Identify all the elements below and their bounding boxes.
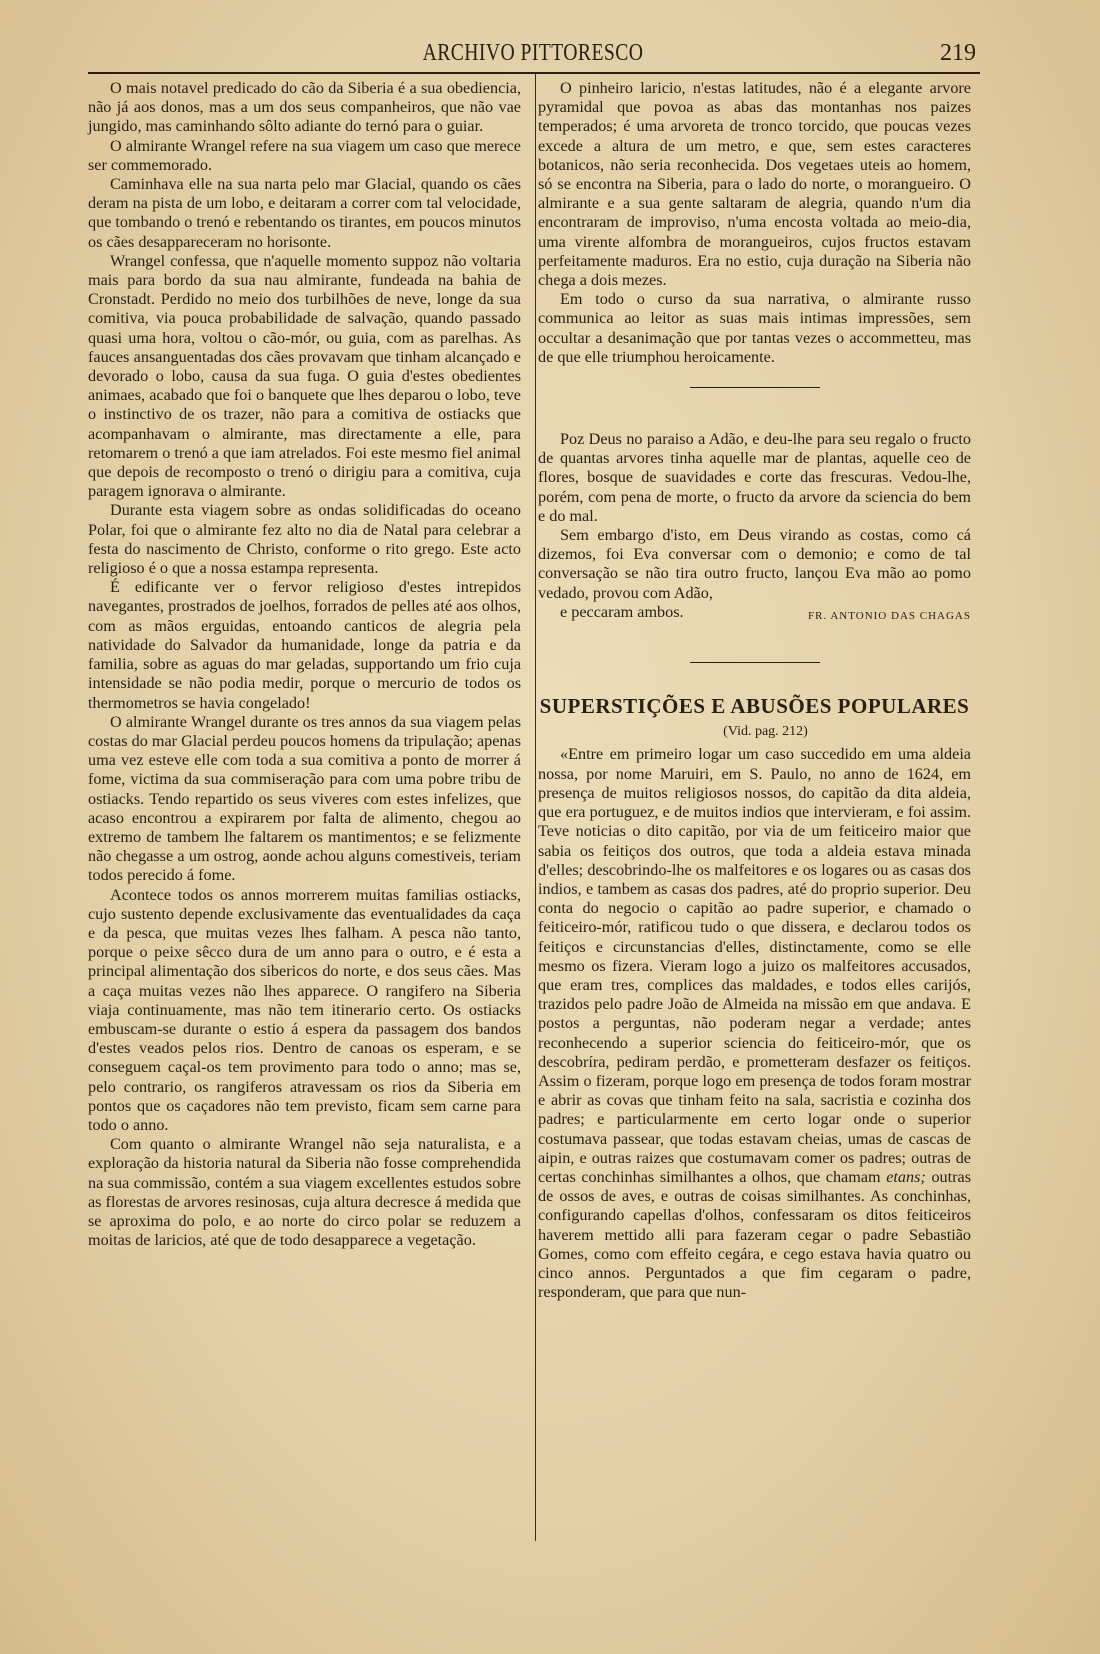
paragraph: O pinheiro laricio, n'estas latitudes, não é a elegante arvore pyramidal que povoa as abas das montanhas nos paizes temperados; é uma arvoreta de tronco torcido, que poucas vezes excede a altura de um metro, e que, sem estes caracteres botanicos, não seria reconhecida. Dos vegetaes uteis ao homem, só se encontra na Siberia, para o lado do norte, o morangueiro. O almirante e a sua gente saltaram de alegria, quando n'um dia encontraram de improviso, n'uma encosta voltada ao meio-dia, uma virente alfombra de morangueiros, cujos fructos estavam perfeitamente maduros. Era no estio, cuja duração na Siberia não chega a dois mezes.: [538, 79, 971, 290]
running-header: [88, 38, 978, 68]
section-reference: (Vid. pag. 212): [723, 724, 808, 740]
paragraph: É edificante ver o fervor religioso d'estes intrepidos navegantes, prostrados de joelhos, forrados de pelles até aos olhos, com as mãos erguidas, entoando canticos de alegria pela natividade do Salvador da humanidade, longe da patria e da familia, sobre as aguas do mar geladas, supportando um frio cuja intensidade se não podia medir, porque o mercurio de todos os thermometros se havia congelado!: [88, 578, 521, 712]
paragraph: Caminhava elle na sua narta pelo mar Glacial, quando os cães deram na pista de um lobo, e deitaram a correr com tal velocidade, que tombando o trenó e rebentando os tirantes, em poucos minutos os cães desappareceram no horisonte.: [88, 175, 521, 251]
paragraph: Com quanto o almirante Wrangel não seja naturalista, e a exploração da historia natural da Siberia não fosse comprehendida na sua commissão, contém a sua viagem excellentes estudos sobre as florestas de arvores resinosas, cuja altura decresce á medida que se aproxima do polo, e ao norte do circo polar se reduzem a moitas de laricios, até que de todo desapparece a vegetação.: [88, 1135, 521, 1250]
journal-title: ARCHIVO PITTORESCO: [422, 40, 644, 66]
paragraph: Wrangel confessa, que n'aquelle momento suppoz não voltaria mais para bordo da sua nau almirante, fundeada na bahia de Cronstadt. Perdido no meio dos turbilhões de neve, longe da sua comitiva, via pouca probabilidade de salvação, quando passado quasi uma hora, voltou o cão-mór, ou guia, com as parelhas. As fauces ansanguentadas dos cães provavam que tinham alcançado e devorado o lobo, causa da sua fuga. O guia d'estes obedientes animaes, acabado que foi o banquete que lhes deparou o lobo, teve o instinctivo de os trazer, não para a comitiva de ostiacks que acompanhavam o almirante, mas directamente a elle, para retomarem o trenó a que iam atrelados. Foi este mesmo fiel animal que depois de recomposto o trenó o dirigiu para a comitiva, cuja paragem ignorava o almirante.: [88, 251, 521, 501]
paragraph: Durante esta viagem sobre as ondas solidificadas do oceano Polar, foi que o almirante fez alto no dia de Natal para celebrar a festa do nascimento de Christo, conforme o rito grego. Este acto religioso é o que a nossa estampa representa.: [88, 501, 521, 578]
paragraph: Acontece todos os annos morrerem muitas familias ostiacks, cujo sustento depende exclusivamente das eventualidades da caça e da pesca, que muitas vezes lhes falham. A pesca não tanto, porque o peixe sêcco dura de um anno para o outro, e é esta a principal alimentação dos sibericos do norte, e dos seus cães. Mas a caça muitas vezes não lhes apparece. O rangifero na Siberia viaja continuamente, mas não tem itinerario certo. Os ostiacks embuscam-se durante o estio á espera da passagem dos bandos d'estes veados pelos rios. Dentro de canoas os esperam, e se conseguem caçal-os tem provimento para todo o anno; mas se, pelo contrario, os rangiferos atravessam os rios da Siberia em pontos que os caçadores não tem previsto, ficam sem carne para todo o anno.: [88, 885, 521, 1134]
section-separator: [690, 387, 820, 388]
section-title: SUPERSTIÇÕES E ABUSÕES POPULARES: [539, 694, 970, 719]
quote-paragraph: Sem embargo d'isto, em Deus virando as costas, como cá dizemos, foi Eva conversar com o demonio; e como de tal conversação se não tira outro fructo, lançou Eva mão ao pomo vedado, provou com Adão,: [538, 526, 971, 602]
section-separator: [690, 662, 820, 663]
left-column: [88, 79, 521, 1541]
paragraph: O mais notavel predicado do cão da Siberia é a sua obediencia, não já aos donos, mas a um dos seus companheiros, que não vae jungido, mas caminhando sôlto adiante do ternó para o guiar.: [88, 79, 521, 136]
right-column: [538, 79, 971, 1589]
quote-paragraph: Poz Deus no paraiso a Adão, e deu-lhe para seu regalo o fructo de quantas arvores tinha aquelle mar de plantas, aquelle ceo de flores, bosque de suavidades e corte das frescuras. Vedou-lhe, porém, com pena de morte, o fructo da arvore da sciencia do bem e do mal.: [538, 430, 971, 525]
section-text-continued: outras de ossos de aves, e outras de coisas similhantes. As conchinhas, configurando capellas d'olhos, confessaram os ditos feiticeiros haverem mettido alli para fazeram cegar o padre Sebastião Gomes, como com effeito cegára, e cego estava havia quatro ou cinco annos. Perguntados a que fim cegaram o padre, responderam, que para que nun-: [538, 1167, 972, 1302]
page-number: 219: [940, 40, 976, 66]
header-rule: [88, 72, 980, 74]
paragraph: O almirante Wrangel refere na sua viagem um caso que merece ser commemorado.: [88, 136, 521, 174]
quote-signature: FR. ANTONIO DAS CHAGAS: [808, 609, 971, 622]
paragraph: Em todo o curso da sua narrativa, o almirante russo communica ao leitor as suas mais intimas impressões, sem occultar a desanimação que por tantas vezes o accommetteu, mas de que elle triumphou heroicamente.: [538, 290, 971, 366]
quote-last-line: e peccaram ambos.: [560, 602, 684, 621]
italic-term: etans;: [886, 1167, 926, 1186]
quote-closing-line: [538, 603, 971, 622]
column-divider: [535, 74, 536, 1541]
paragraph: O almirante Wrangel durante os tres annos da sua viagem pelas costas do mar Glacial perdeu poucos homens da tripulação; apenas uma vez esteve elle com toda a sua comitiva a ponto de morrer á fome, victima da sua commiseração para com uma pobre tribu de ostiacks. Tendo repartido os seus viveres com estes infelizes, que acaso encontrou a expirarem por falta de alimento, chegou ao extremo de tambem lhe faltarem os mantimentos; e se felizmente não chegasse a um ostrog, aonde achou alguns comestiveis, teriam todos perecido á fome.: [88, 712, 521, 885]
section-text: «Entre em primeiro logar um caso succedido em uma aldeia nossa, por nome Maruiri, em S. Paulo, no anno de 1624, em presença de muitos religiosos nossos, do capitão da dita aldeia, que era portuguez, e de muitos indios que intervieram, e foi assim. Teve noticias o dito capitão, por via de um feiticeiro maior que sabia os feitiços dos outros, que toda a aldeia estava minada d'elles; descobrindo-lhe os malfeitores e os logares ou as casas dos indios, e tambem as casas dos padres, até do proprio superior. Deu conta do negocio o capitão ao padre superior, e chamado o feiticeiro-mór, ratificou tudo o que dissera, e declarou todos os feitiços e circunstancias d'elles, distinctamente, como se elle mesmo os fizera. Vieram logo a juizo os malfeitores accusados, que eram tres, complices das maldades, e todos elles carijós, trazidos pelo padre João de Almeida na missão em que andava. E postos a perguntas, não poderam negar a verdade; antes reconhecendo a superior sciencia do feiticeiro-mór, que os descobríra, pediram perdão, e prometteram desfazer os feitiços. Assim o fizeram, porque logo em presença de todos foram mostrar e abrir as covas que tinham feito na sala, sacristia e cozinha dos padres; e particularmente em certo logar onde o superior costumava passear, que todas estavam cheias, umas de cascas de aipin, e outras raizes que costumavam comer os padres; outras de certas conchinhas similhantes a olhos, que chamam: [538, 745, 971, 1186]
section-paragraph: [538, 745, 971, 1302]
